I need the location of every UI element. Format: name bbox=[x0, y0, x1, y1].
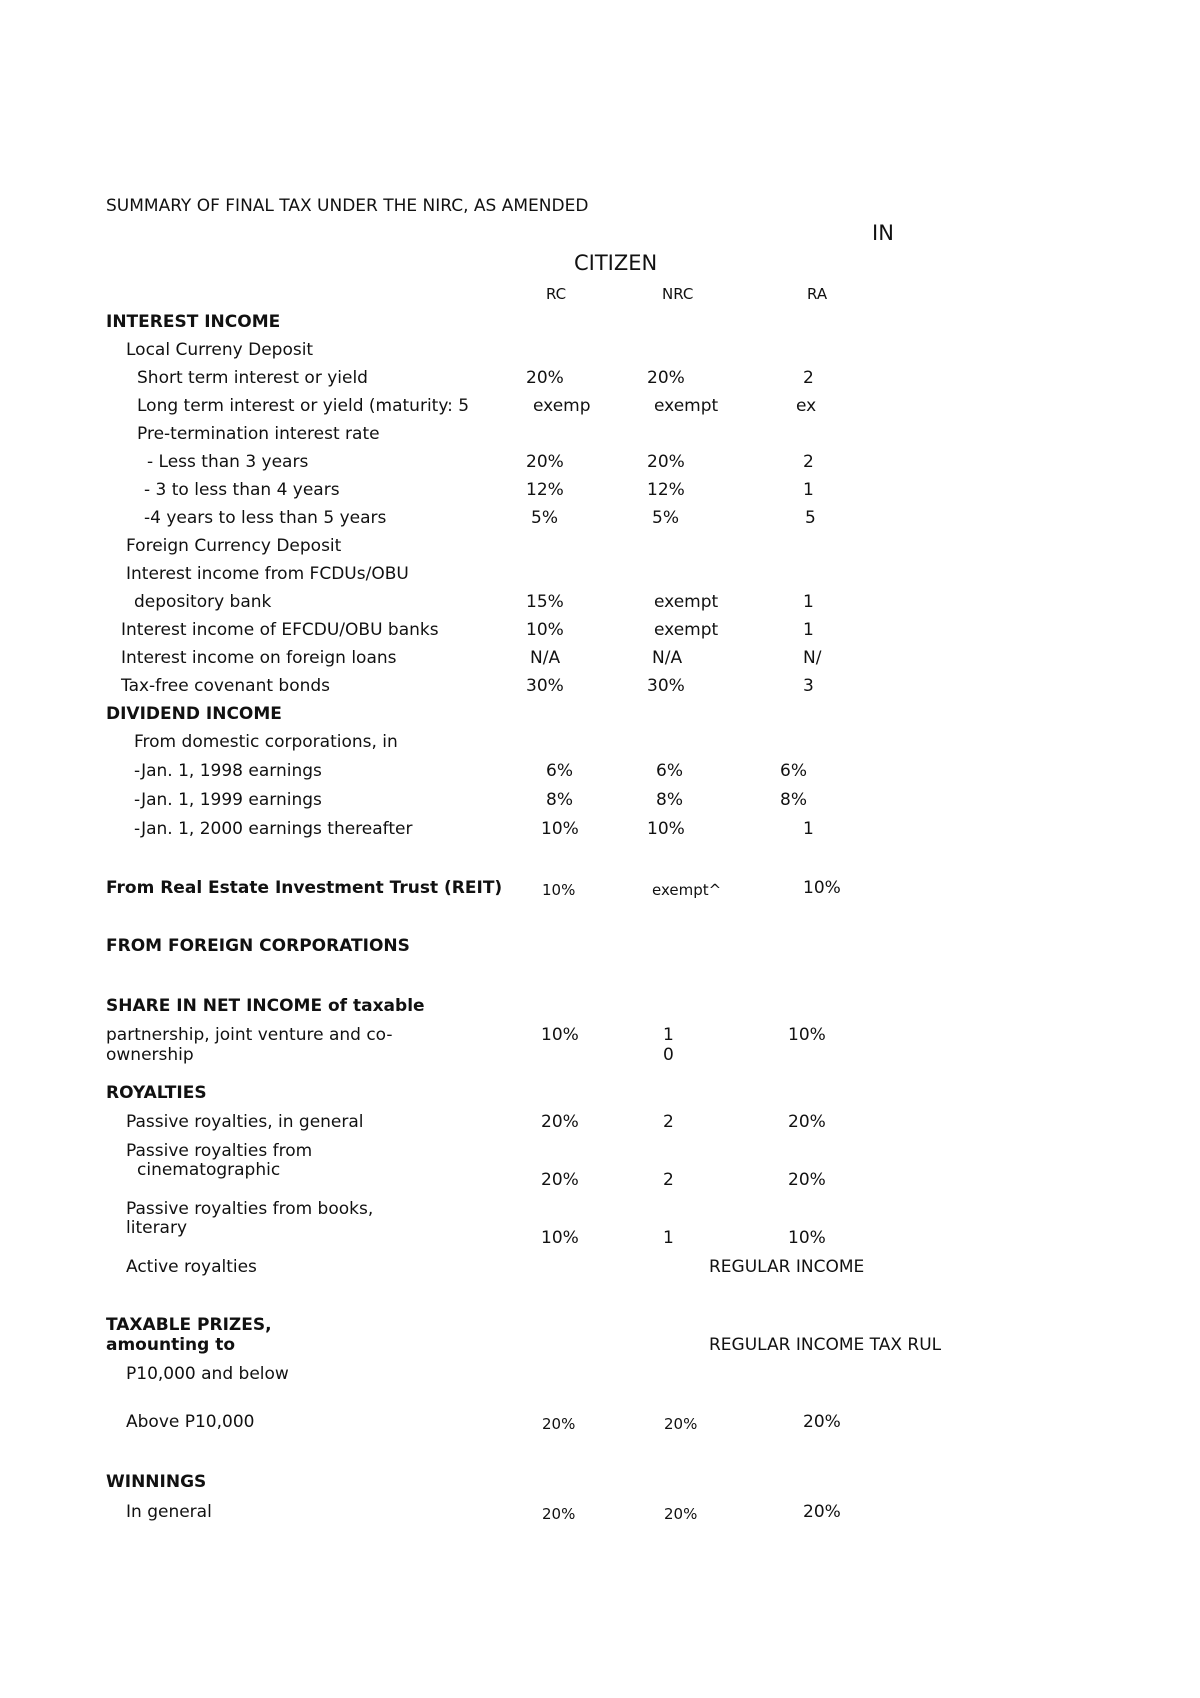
cell-nrc: 20% bbox=[647, 368, 685, 388]
cell-rc: 8% bbox=[546, 790, 573, 810]
column-header-ra: RA bbox=[807, 285, 828, 303]
cell-rc: N/A bbox=[530, 648, 561, 668]
row-label: P10,000 and below bbox=[126, 1364, 289, 1384]
row-label: partnership, joint venture and co- bbox=[106, 1025, 393, 1045]
column-header-rc: RC bbox=[546, 285, 567, 303]
cell-nrc: exempt^ bbox=[652, 881, 722, 899]
cell-ra: 3 bbox=[803, 676, 814, 696]
row-label: -Jan. 1, 1999 earnings bbox=[134, 790, 322, 810]
cell-ra: 2 bbox=[803, 368, 814, 388]
cell-ra: 5 bbox=[805, 508, 816, 528]
row-label: Passive royalties from bbox=[126, 1141, 313, 1161]
row-label: Interest income of EFCDU/OBU banks bbox=[121, 620, 439, 640]
cell-nrc-cont: 0 bbox=[663, 1045, 674, 1065]
cell-nrc: 2 bbox=[663, 1170, 674, 1190]
cell-rc: 10% bbox=[541, 1025, 579, 1045]
cell-ra: 1 bbox=[803, 592, 814, 612]
cell-nrc: exempt bbox=[654, 620, 719, 640]
cell-ra: 20% bbox=[803, 1412, 841, 1432]
row-label: Passive royalties from books, bbox=[126, 1199, 374, 1219]
cell-rc: 6% bbox=[546, 761, 573, 781]
section-foreign-corporations: FROM FOREIGN CORPORATIONS bbox=[106, 936, 410, 956]
cell-rc: 5% bbox=[531, 508, 558, 528]
cell-nrc: 20% bbox=[664, 1415, 698, 1433]
header-group-citizen: CITIZEN bbox=[574, 251, 658, 275]
cell-rc: 20% bbox=[541, 1112, 579, 1132]
cell-rc: 20% bbox=[541, 1170, 579, 1190]
cell-nrc: 20% bbox=[647, 452, 685, 472]
cell-nrc: exempt bbox=[654, 592, 719, 612]
cell-rc: 12% bbox=[526, 480, 564, 500]
cell-ra: 20% bbox=[788, 1170, 826, 1190]
section-royalties: ROYALTIES bbox=[106, 1083, 207, 1103]
cell-rc: 30% bbox=[526, 676, 564, 696]
row-label: - Less than 3 years bbox=[147, 452, 309, 472]
row-label: -Jan. 1, 2000 earnings thereafter bbox=[134, 819, 413, 839]
cell-rc: 20% bbox=[542, 1505, 576, 1523]
cell-ra: ex bbox=[796, 396, 817, 416]
section-interest-income: INTEREST INCOME bbox=[106, 312, 281, 332]
cell-regular-income: REGULAR INCOME bbox=[709, 1257, 865, 1277]
section-taxable-prizes-cont: amounting to bbox=[106, 1335, 236, 1355]
row-label: Active royalties bbox=[126, 1257, 257, 1277]
section-taxable-prizes: TAXABLE PRIZES, bbox=[106, 1315, 272, 1335]
cell-ra: 6% bbox=[780, 761, 807, 781]
cell-nrc: N/A bbox=[652, 648, 683, 668]
cell-nrc: exempt bbox=[654, 396, 719, 416]
row-label: - 3 to less than 4 years bbox=[144, 480, 340, 500]
row-label: Tax-free covenant bonds bbox=[121, 676, 331, 696]
cell-regular-income-rule: REGULAR INCOME TAX RUL bbox=[709, 1335, 942, 1355]
row-local-currency-deposit: Local Curreny Deposit bbox=[126, 340, 314, 360]
cell-ra: 2 bbox=[803, 452, 814, 472]
row-label: Long term interest or yield (maturity: 5 bbox=[137, 396, 470, 416]
row-pretermination: Pre-termination interest rate bbox=[137, 424, 380, 444]
cell-nrc: 5% bbox=[652, 508, 679, 528]
cell-ra: 1 bbox=[803, 620, 814, 640]
cell-ra: N/ bbox=[803, 648, 822, 668]
row-label: -4 years to less than 5 years bbox=[144, 508, 387, 528]
column-header-nrc: NRC bbox=[662, 285, 694, 303]
cell-ra: 1 bbox=[803, 480, 814, 500]
cell-nrc: 12% bbox=[647, 480, 685, 500]
row-label-cont: literary bbox=[126, 1218, 188, 1238]
cell-nrc: 1 bbox=[663, 1025, 674, 1045]
cell-ra: 10% bbox=[788, 1228, 826, 1248]
row-label: depository bank bbox=[134, 592, 272, 612]
cell-nrc: 30% bbox=[647, 676, 685, 696]
cell-rc: 10% bbox=[542, 881, 576, 899]
row-label: Above P10,000 bbox=[126, 1412, 255, 1432]
cell-ra: 10% bbox=[788, 1025, 826, 1045]
cell-rc: 20% bbox=[526, 368, 564, 388]
cell-ra: 20% bbox=[803, 1502, 841, 1522]
section-share-net-income: SHARE IN NET INCOME of taxable bbox=[106, 996, 425, 1016]
row-label-cont: ownership bbox=[106, 1045, 194, 1065]
row-from-domestic: From domestic corporations, in bbox=[134, 732, 398, 752]
row-label: -Jan. 1, 1998 earnings bbox=[134, 761, 322, 781]
cell-rc: 10% bbox=[541, 1228, 579, 1248]
cell-ra: 20% bbox=[788, 1112, 826, 1132]
header-group-in: IN bbox=[872, 221, 894, 245]
cell-nrc: 20% bbox=[664, 1505, 698, 1523]
section-winnings: WINNINGS bbox=[106, 1472, 207, 1492]
cell-nrc: 2 bbox=[663, 1112, 674, 1132]
section-reit: From Real Estate Investment Trust (REIT) bbox=[106, 878, 503, 898]
section-dividend-income: DIVIDEND INCOME bbox=[106, 704, 282, 724]
document-title: SUMMARY OF FINAL TAX UNDER THE NIRC, AS AMENDED bbox=[106, 196, 589, 216]
cell-rc: 10% bbox=[541, 819, 579, 839]
row-foreign-currency-deposit: Foreign Currency Deposit bbox=[126, 536, 342, 556]
cell-rc: 20% bbox=[542, 1415, 576, 1433]
row-fcdu-obu: Interest income from FCDUs/OBU bbox=[126, 564, 409, 584]
cell-ra: 1 bbox=[803, 819, 814, 839]
cell-rc: 10% bbox=[526, 620, 564, 640]
cell-ra: 10% bbox=[803, 878, 841, 898]
cell-rc: exemp bbox=[533, 396, 591, 416]
row-label: Interest income on foreign loans bbox=[121, 648, 397, 668]
cell-nrc: 1 bbox=[663, 1228, 674, 1248]
row-label: Short term interest or yield bbox=[137, 368, 368, 388]
row-label-cont: cinematographic bbox=[137, 1160, 281, 1180]
row-label: Passive royalties, in general bbox=[126, 1112, 364, 1132]
row-label: In general bbox=[126, 1502, 212, 1522]
cell-nrc: 8% bbox=[656, 790, 683, 810]
cell-rc: 15% bbox=[526, 592, 564, 612]
cell-ra: 8% bbox=[780, 790, 807, 810]
cell-nrc: 10% bbox=[647, 819, 685, 839]
cell-nrc: 6% bbox=[656, 761, 683, 781]
cell-rc: 20% bbox=[526, 452, 564, 472]
